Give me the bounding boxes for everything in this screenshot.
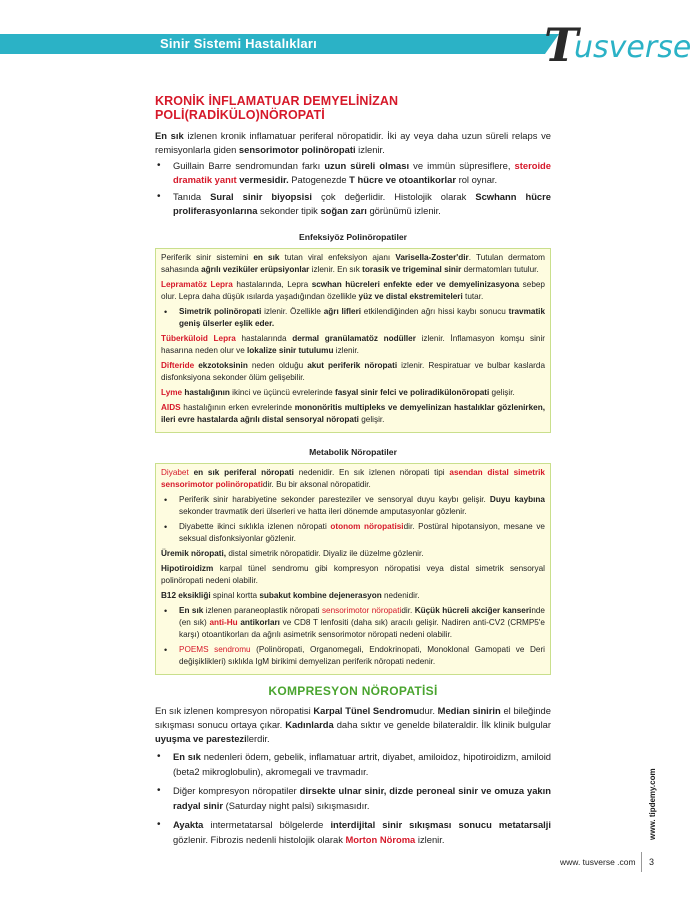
page-number: 3 bbox=[649, 857, 655, 867]
list-item: • En sık izlenen paraneoplastik nöropati sensorimotor nöropatidir. Küçük hücreli akciğer kanserinde (en sık) anti-Hu antikorları ve CD8 T lenfositi (daha sık) aracılı gelişir. Nadiren anti-CV2 (CRMP5'e karşı) otoantikorları da ağrılı asimetrik sensorimotor nöropati nedeni olabilir. bbox=[161, 605, 545, 641]
list-item: • Diyabette ikinci sıklıkla izlenen nöropati otonom nöropatisidir. Postüral hipotansiyon, mesane ve seksual disfonksiyonlar gözlenir. bbox=[161, 521, 545, 545]
subsection-title-infectious: Enfeksiyöz Polinöropatiler bbox=[299, 232, 407, 242]
met-list-1 bbox=[161, 494, 545, 545]
enf-p6: AIDS hastalığının erken evrelerinde mononöritis multipleks ve demyelinizan hastalıklar gözlenirken, ileri evre hastalarda ağrılı distal sensoryal nöropati gelişir. bbox=[161, 403, 545, 424]
footer-divider bbox=[641, 852, 642, 872]
infectious-box bbox=[155, 248, 551, 433]
section-title-kidp: KRONİK İNFLAMATUAR DEMYELİNİZAN POLİ(RADİKÜLO)NÖROPATİ bbox=[155, 94, 399, 122]
logo-text: usverse bbox=[574, 30, 692, 65]
footer-url: www. tusverse .com bbox=[560, 857, 636, 867]
kidp-intro: En sık izlenen kronik inflamatuar periferal nöropatidir. İki ay veya daha uzun süreli relaps ve remisyonlarla giden sensorimotor polinöropati izlenir. bbox=[155, 130, 552, 155]
met-p1: Diyabet en sık periferal nöropati nedenidir. En sık izlenen nöropati tipi asendan distal simetrik sensorimotor polinöropatidir. Bu bir aksonal nöropatidir. bbox=[161, 468, 545, 489]
komp-intro: En sık izlenen kompresyon nöropatisi Karpal Tünel Sendromudur. Median sinirin el bileğinde sıkışması sonucu ortaya çıkar. Kadınlarda daha sıktır ve genelde bilateraldir. İlk klinik bulgular uyuşma ve parestezilerdir. bbox=[155, 705, 551, 744]
enf-p2: Lepramatöz Lepra hastalarında, Lepra scwhan hücreleri enfekte eder ve demyelinizasyona sebep olur. Lepra daha düşük ısılarda yaşadığından özellikle yüz ve distal ekstremiteleri tutar. bbox=[161, 280, 545, 301]
logo-letter: T bbox=[544, 18, 579, 72]
list-item: • Guillain Barre sendromundan farkı uzun süreli olması ve immün süpresiflere, steroide dramatik yanıt vermesidir. Patogenezde T hücre ve otoantikorlar rol oynar. bbox=[155, 159, 551, 187]
list-item: • Tanıda Sural sinir biyopsisi çok değerlidir. Histolojik olarak Scwhann hücre proliferasyonlarına sekonder tipik soğan zarı görünümü izlenir. bbox=[155, 190, 551, 218]
metabolic-box bbox=[155, 463, 551, 675]
met-p4: B12 eksikliği spinal kortta subakut kombine dejenerasyon nedenidir. bbox=[161, 591, 420, 600]
enf-p5: Lyme hastalığının ikinci ve üçüncü evrelerinde fasyal sinir felci ve poliradikülonöropati gelişir. bbox=[161, 388, 515, 397]
section-title-compression: KOMPRESYON NÖROPATİSİ bbox=[268, 684, 438, 698]
subsection-title-metabolic: Metabolik Nöropatiler bbox=[309, 447, 397, 457]
kidp-list bbox=[155, 159, 551, 218]
enf-p1: Periferik sinir sistemini en sık tutan viral enfeksiyon ajanı Varisella-Zoster'dir. Tutulan dermatom sahasında ağrılı veziküler erüpsiyonlar izlenir. En sık torasik ve trigeminal sinir dermatomları tutulur. bbox=[161, 253, 546, 274]
met-list-2 bbox=[161, 605, 545, 668]
side-url: www. tipdemy.com bbox=[648, 768, 657, 840]
list-item: • En sık nedenleri ödem, gebelik, inflamatuar artrit, diyabet, amiloidoz, hipotiroidizm, amiloid (beta2 mikroglobulin), akromegali ve travmadır. bbox=[155, 749, 551, 779]
komp-list bbox=[155, 749, 551, 847]
tusverse-logo bbox=[540, 14, 690, 70]
enf-p3: Tüberküloid Lepra hastalarında dermal granülamatöz nodüller izlenir. İnflamasyon komşu sinir hasarına neden olur ve lokalize sinir tutulumu izlenir. bbox=[161, 334, 546, 355]
enf-p4: Difteride ekzotoksinin neden olduğu akut periferik nöropati izlenir. Respiratuar ve bulbar kaslarda disfonksiyona sekonder ölüm gelişebilir. bbox=[161, 361, 546, 382]
page-content bbox=[155, 94, 551, 851]
list-item: • POEMS sendromu (Polinöropati, Organomegali, Endokrinopati, Monoklonal Gamopati ve Deri değişiklikleri) sıklıkla IgM birikimi demyelizan periferik nöropati nedenir. bbox=[161, 644, 545, 668]
enf-list bbox=[161, 306, 545, 330]
list-item: • Ayakta intermetatarsal bölgelerde interdijital sinir sıkışması sonucu metatarsalji gözlenir. Fibrozis nedenli histolojik olarak Morton Nöroma izlenir. bbox=[155, 817, 551, 847]
list-item: • Diğer kompresyon nöropatiler dirsekte ulnar sinir, dizde peroneal sinir ve omuza yakın radyal sinir (Saturday night palsi) sıkışmasıdır. bbox=[155, 783, 551, 813]
chapter-title: Sinir Sistemi Hastalıkları bbox=[160, 36, 317, 51]
list-item: • Simetrik polinöropati izlenir. Özellikle ağrı lifleri etkilendiğinden ağrı hissi kaybı sonucu travmatik geniş ülserler eşlik eder. bbox=[161, 306, 545, 330]
list-item: • Periferik sinir harabiyetine sekonder paresteziler ve sensoryal duyu kaybı gelişir. Duyu kaybına sekonder travmatik deri ülserleri ve hatta ileri dönemde amputasyonlar gözlenir. bbox=[161, 494, 545, 518]
met-p3: Hipotiroidizm karpal tünel sendromu gibi kompresyon nöropatisi veya distal simetrik sensoryal polinöropati nedeni olabilir. bbox=[161, 564, 545, 585]
met-p2: Üremik nöropati, distal simetrik nöropatidir. Diyaliz ile düzelme gözlenir. bbox=[161, 549, 424, 558]
